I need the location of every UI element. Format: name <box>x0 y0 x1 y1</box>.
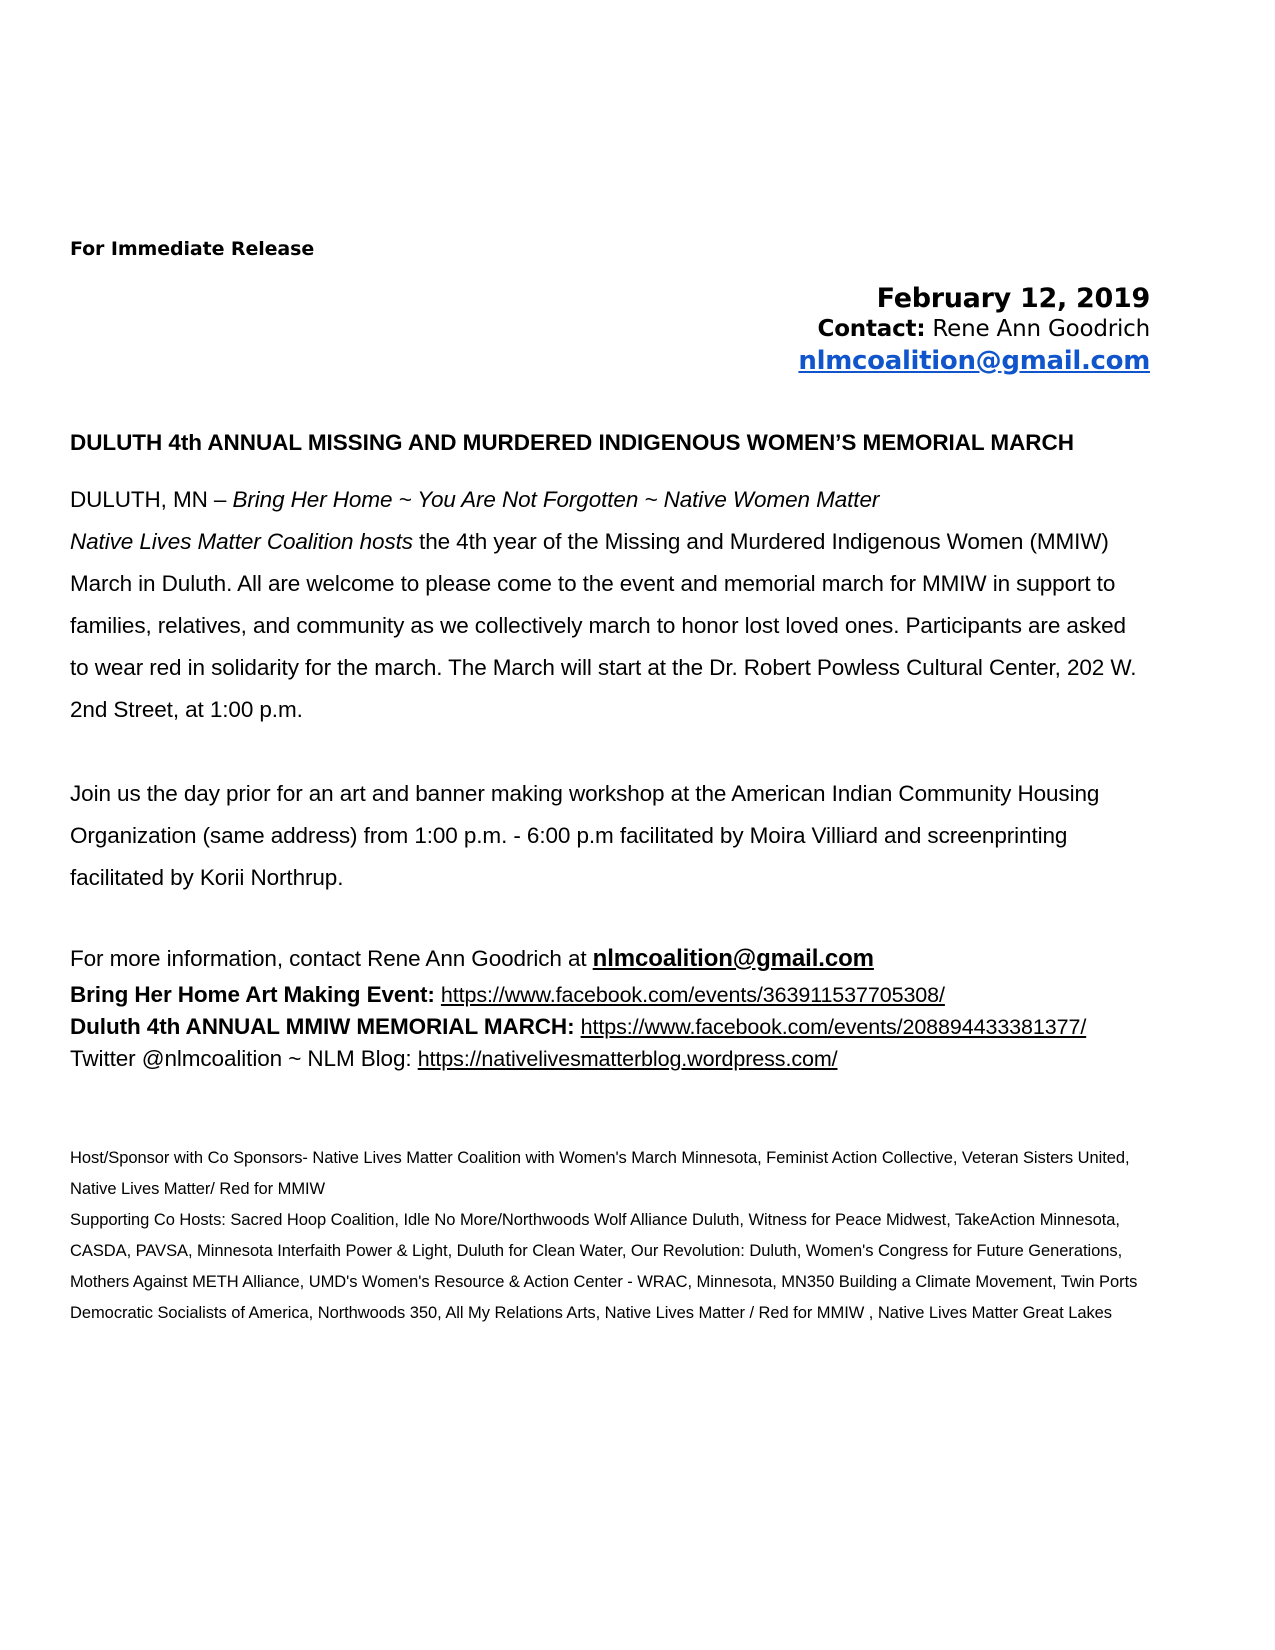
paragraph-one-rest: the 4th year of the Missing and Murdered Indigenous Women (MMIW) March in Duluth. All are welcome to please come to the event and memorial march for MMIW in support to families, relatives, and community as we collectively march to honor lost loved ones. Participants are asked to wear red in solidarity for the march. The March will start at the Dr. Robert Powless Cultural Center, 202 W. 2nd Street, at 1:00 p.m. <box>70 529 1137 722</box>
paragraph-spacer <box>70 731 1150 773</box>
blog-url-link[interactable]: https://nativelivesmatterblog.wordpress.com/ <box>417 1047 838 1071</box>
supporting-cohosts-text: Supporting Co Hosts: Sacred Hoop Coalition, Idle No More/Northwoods Wolf Alliance Duluth, Witness for Peace Midwest, TakeAction Minnesota, CASDA, PAVSA, Minnesota Interfaith Power & Light, Duluth for Clean Water, Our Revolution: Duluth, Women's Congress for Future Generations, Mothers Against METH Alliance, UMD's Women's Resource & Action Center - WRAC, Minnesota, MN350 Building a Climate Movement, Twin Ports Democratic Socialists of America, Northwoods 350, All My Relations Arts, Native Lives Matter / Red for MMIW , Native Lives Matter Great Lakes <box>70 1211 1138 1322</box>
sponsors-footer <box>70 1143 1155 1329</box>
march-event-label: Duluth 4th ANNUAL MMIW MEMORIAL MARCH: <box>70 1014 575 1039</box>
tagline: Bring Her Home ~ You Are Not Forgotten ~ Native Women Matter <box>232 487 880 512</box>
for-immediate-release-label: For Immediate Release <box>70 238 315 260</box>
march-event-line <box>70 1011 1150 1043</box>
organization-name: Native Lives Matter Coalition hosts <box>70 529 413 554</box>
page-title: DULUTH 4th ANNUAL MISSING AND MURDERED INDIGENOUS WOMEN’S MEMORIAL MARCH <box>70 430 1074 455</box>
twitter-blog-line <box>70 1043 1150 1075</box>
paragraph-two: Join us the day prior for an art and banner making workshop at the American Indian Community Housing Organization (same address) from 1:00 p.m. - 6:00 p.m facilitated by Moira Villiard and screenprinting facilitated by Korii Northrup. <box>70 781 1100 890</box>
art-event-line <box>70 979 1150 1011</box>
release-date: February 12, 2019 <box>876 283 1150 314</box>
art-event-url-link[interactable]: https://www.facebook.com/events/363911537705308/ <box>440 983 945 1007</box>
art-event-label: Bring Her Home Art Making Event: <box>70 982 435 1007</box>
paragraph-one <box>70 479 1150 731</box>
body-text <box>70 479 1150 899</box>
more-info-text: For more information, contact Rene Ann Goodrich at <box>70 946 593 971</box>
contact-line <box>70 315 1150 344</box>
header-contact-block <box>70 282 1150 378</box>
march-event-url-link[interactable]: https://www.facebook.com/events/208894433381377/ <box>580 1015 1087 1039</box>
contact-name: Rene Ann Goodrich <box>925 316 1150 342</box>
dateline: DULUTH, MN – <box>70 487 233 512</box>
more-info-email-link[interactable]: nlmcoalition@gmail.com <box>592 945 874 972</box>
contact-email-link[interactable]: nlmcoalition@gmail.com <box>798 346 1150 376</box>
twitter-handle-text: Twitter @nlmcoalition ~ NLM Blog: <box>70 1046 418 1071</box>
more-info-line <box>70 939 1150 979</box>
host-sponsors-text: Host/Sponsor with Co Sponsors- Native Lives Matter Coalition with Women's March Minnesota, Feminist Action Collective, Veteran Sisters United, Native Lives Matter/ Red for MMIW <box>70 1149 1130 1198</box>
contact-label: Contact: <box>817 316 926 342</box>
document-content <box>70 238 1150 1329</box>
links-section <box>70 939 1150 1075</box>
